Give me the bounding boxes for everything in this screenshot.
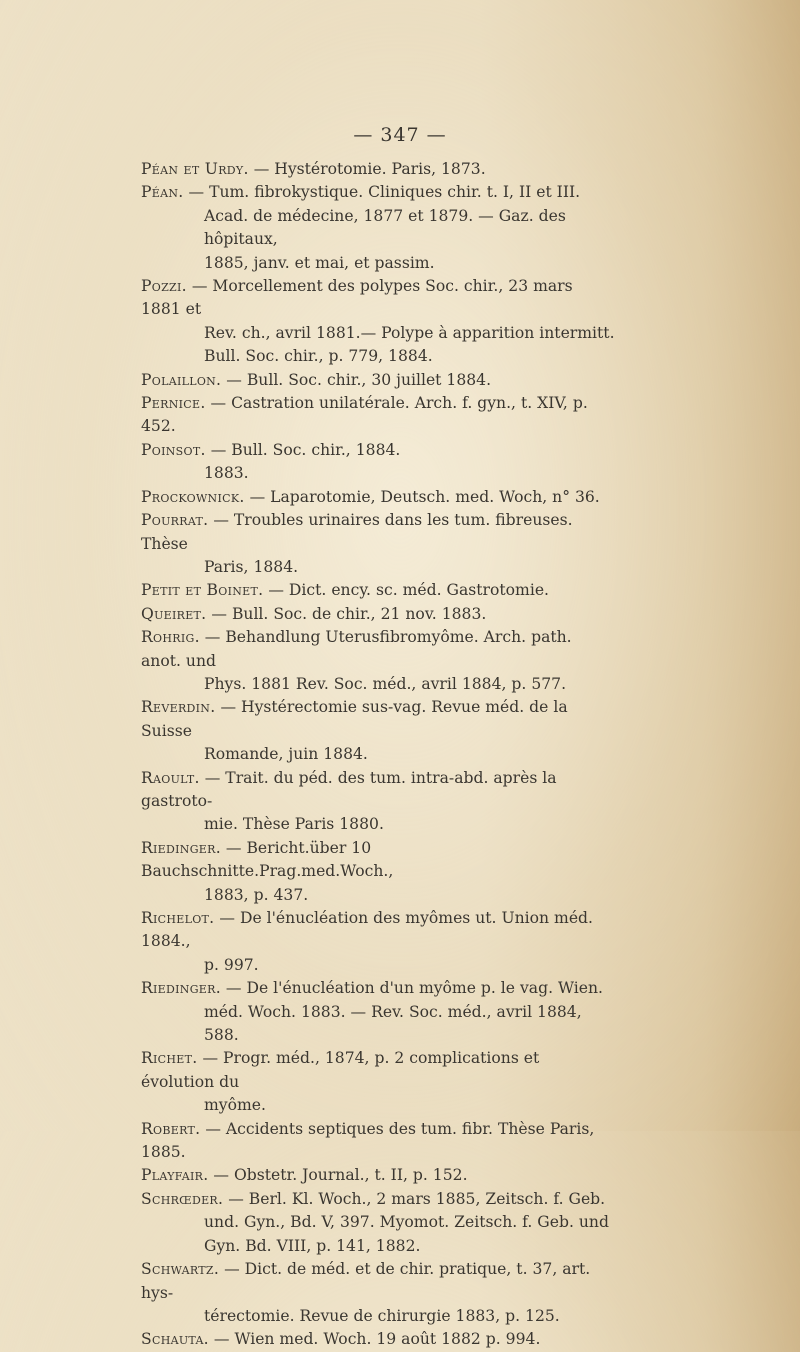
entry-author: Schauta. xyxy=(141,1330,209,1349)
entry-text: — Dict. ency. sc. méd. Gastrotomie. xyxy=(263,581,550,600)
bibliography-entry xyxy=(141,1047,616,1117)
entry-author: Richelot. xyxy=(141,909,215,927)
entry-text: p. 997. xyxy=(204,955,259,974)
bibliography-entry xyxy=(141,579,616,602)
entry-first-line xyxy=(141,392,616,439)
entry-continuation-line xyxy=(204,205,616,252)
entry-continuation-line xyxy=(204,813,616,836)
entry-author: Pourrat. xyxy=(141,511,209,530)
entry-first-line xyxy=(141,579,616,602)
entry-text: myôme. xyxy=(204,1096,266,1115)
entry-author: Péan et Urdy. xyxy=(141,160,249,178)
entry-continuation-line xyxy=(204,322,616,345)
entry-continuation-line xyxy=(204,1235,616,1258)
entry-continuation-line xyxy=(204,743,616,766)
bibliography-entry xyxy=(141,486,616,509)
entry-continuation-line xyxy=(204,1305,616,1328)
entry-text: — Behandlung Uterusfibromyôme. Arch. path. anot. und xyxy=(141,628,572,670)
bibliography-entry xyxy=(141,158,616,181)
entry-text: Bull. Soc. chir., p. 779, 1884. xyxy=(204,347,433,366)
entry-first-line xyxy=(141,369,616,392)
entry-text: Gyn. Bd. VIII, p. 141, 1882. xyxy=(204,1236,421,1255)
bibliography-entry xyxy=(141,1118,616,1165)
entry-continuation-line xyxy=(204,884,616,907)
entry-first-line xyxy=(141,1118,616,1165)
entry-text: — De l'énucléation des myômes ut. Union méd. 1884., xyxy=(141,909,593,951)
entry-first-line xyxy=(141,977,616,1000)
entry-text: — Laparotomie, Deutsch. med. Woch, n° 36. xyxy=(244,487,600,506)
bibliography-entry xyxy=(141,767,616,837)
entry-first-line xyxy=(141,1164,616,1187)
page-number: — 347 — xyxy=(353,124,447,146)
entry-author: Polaillon. xyxy=(141,370,222,389)
entry-text: — Troubles urinaires dans les tum. fibreuses. Thèse xyxy=(141,511,573,553)
entry-first-line xyxy=(141,486,616,509)
entry-text: 1883. xyxy=(204,464,249,483)
entry-text: méd. Woch. 1883. — Rev. Soc. méd., avril 1884, 588. xyxy=(204,1002,582,1045)
entry-first-line xyxy=(141,1188,616,1211)
entry-text: — Bull. Soc. chir., 1884. xyxy=(205,440,401,459)
bibliography-entry xyxy=(141,509,616,579)
bibliography-entry xyxy=(141,603,616,626)
entry-text: — Progr. méd., 1874, p. 2 complications et évolution du xyxy=(141,1049,540,1091)
entry-first-line xyxy=(141,181,616,204)
bibliography-entry xyxy=(141,1258,616,1328)
bibliography-entry xyxy=(141,439,616,486)
entry-author: Riedinger. xyxy=(141,838,221,857)
entry-first-line xyxy=(141,696,616,743)
entry-continuation-line xyxy=(204,462,616,485)
entry-first-line xyxy=(141,275,616,322)
entry-first-line xyxy=(141,626,616,673)
entry-text: — Morcellement des polypes Soc. chir., 23 mars 1881 et xyxy=(141,277,573,319)
entry-text: — Obstetr. Journal., t. II, p. 152. xyxy=(208,1166,468,1185)
bibliography-entry xyxy=(141,392,616,439)
entry-text: — Accidents septiques des tum. fibr. Thèse Paris, 1885. xyxy=(141,1119,595,1162)
entry-continuation-line xyxy=(204,556,616,579)
entry-first-line xyxy=(141,767,616,814)
entry-author: Schwartz. xyxy=(141,1260,220,1279)
entry-text: — Trait. du péd. des tum. intra-abd. après la gastroto- xyxy=(141,768,557,810)
entry-author: Poinsot. xyxy=(141,440,206,459)
entry-author: Pernice. xyxy=(141,394,206,413)
entry-text: — Bericht.über 10 Bauchschnitte.Prag.med.Woch., xyxy=(141,838,394,881)
bibliography-entry xyxy=(141,626,616,696)
entry-continuation-line xyxy=(204,1211,616,1234)
entry-text: 1885, janv. et mai, et passim. xyxy=(204,253,435,272)
entry-first-line xyxy=(141,509,616,556)
entry-text: Romande, juin 1884. xyxy=(204,745,368,764)
entry-author: Reverdin. xyxy=(141,698,216,717)
entry-continuation-line xyxy=(204,954,616,977)
bibliography-entry xyxy=(141,275,616,369)
entry-text: — Tum. fibrokystique. Cliniques chir. t. I, II et III. xyxy=(183,183,581,202)
entry-author: Schrœder. xyxy=(141,1189,224,1208)
entry-text: 1883, p. 437. xyxy=(204,885,309,904)
entry-text: — Berl. Kl. Woch., 2 mars 1885, Zeitsch. f. Geb. xyxy=(223,1189,606,1208)
bibliography-entry xyxy=(141,977,616,1047)
bibliography-entry xyxy=(141,696,616,766)
entry-continuation-line xyxy=(204,345,616,368)
entry-text: Rev. ch., avril 1881.— Polype à apparition intermitt. xyxy=(204,323,615,342)
entry-first-line xyxy=(141,439,616,462)
entry-text: — Wien med. Woch. 19 août 1882 p. 994. xyxy=(208,1330,541,1349)
entry-text: — Hystérectomie sus-vag. Revue méd. de la Suisse xyxy=(141,698,568,740)
bibliography-list xyxy=(141,158,616,1352)
entry-text: — Bull. Soc. de chir., 21 nov. 1883. xyxy=(206,604,487,623)
entry-text: — Dict. de méd. et de chir. pratique, t. 37, art. hys- xyxy=(141,1260,591,1302)
entry-text: und. Gyn., Bd. V, 397. Myomot. Zeitsch. f. Geb. und xyxy=(204,1213,609,1232)
entry-first-line xyxy=(141,603,616,626)
entry-text: — Bull. Soc. chir., 30 juillet 1884. xyxy=(221,370,492,389)
entry-continuation-line xyxy=(204,1094,616,1117)
entry-author: Queiret. xyxy=(141,604,207,623)
entry-author: Pozzi. xyxy=(141,277,187,296)
entry-continuation-line xyxy=(204,252,616,275)
entry-author: Robert. xyxy=(141,1119,201,1138)
bibliography-entry xyxy=(141,1164,616,1187)
entry-text: — De l'énucléation d'un myôme p. le vag. Wien. xyxy=(220,979,603,998)
entry-author: Rohrig. xyxy=(141,628,200,647)
entry-author: Raoult. xyxy=(141,768,200,787)
entry-author: Riedinger. xyxy=(141,979,221,998)
entry-text: — Castration unilatérale. Arch. f. gyn., t. XIV, p. 452. xyxy=(141,394,588,436)
bibliography-entry xyxy=(141,1188,616,1258)
entry-first-line xyxy=(141,1047,616,1094)
entry-continuation-line xyxy=(204,1001,616,1048)
entry-text: térectomie. Revue de chirurgie 1883, p. 125. xyxy=(204,1306,560,1325)
entry-author: Richet. xyxy=(141,1049,198,1068)
entry-author: Petit et Boinet. xyxy=(141,581,264,600)
entry-first-line xyxy=(141,1328,616,1351)
entry-first-line xyxy=(141,907,616,954)
entry-first-line xyxy=(141,1258,616,1305)
entry-text: mie. Thèse Paris 1880. xyxy=(204,815,384,834)
entry-text: Paris, 1884. xyxy=(204,557,299,576)
bibliography-entry xyxy=(141,369,616,392)
bibliography-entry xyxy=(141,907,616,977)
entry-first-line xyxy=(141,158,616,181)
entry-first-line xyxy=(141,837,616,884)
bibliography-entry xyxy=(141,1328,616,1351)
entry-text: Acad. de médecine, 1877 et 1879. — Gaz. des hôpitaux, xyxy=(204,206,566,249)
entry-author: Péan. xyxy=(141,183,184,202)
bibliography-entry xyxy=(141,837,616,907)
entry-text: Phys. 1881 Rev. Soc. méd., avril 1884, p. 577. xyxy=(204,674,567,693)
entry-text: — Hystérotomie. Paris, 1873. xyxy=(248,160,486,178)
entry-author: Prockownick. xyxy=(141,487,245,506)
entry-continuation-line xyxy=(204,673,616,696)
bibliography-entry xyxy=(141,181,616,275)
entry-author: Playfair. xyxy=(141,1166,209,1185)
